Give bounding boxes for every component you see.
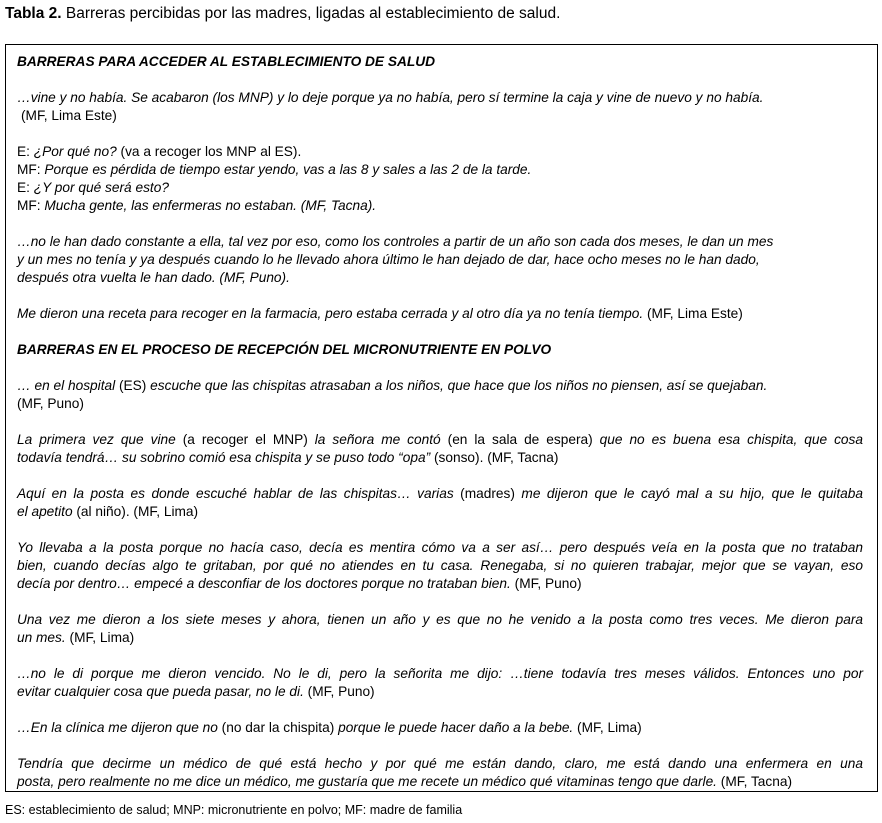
table-title: Barreras percibidas por las madres, ligadas al establecimiento de salud. [61,5,561,22]
table-footnote: ES: establecimiento de salud; MNP: micronutriente en polvo; MF: madre de familia [5,803,463,817]
speaker-label: MF: [17,162,45,177]
quote-11 [17,719,863,737]
quote-9 [17,611,863,647]
quote-text: La primera vez que vine [17,432,176,447]
quote-citation: (MF, Lima) [65,630,135,645]
quote-citation: (MF, Puno) [510,576,582,591]
quote-3 [17,233,863,287]
quote-text: me dijeron que le cayó mal a su hijo, que le quitaba [521,486,863,501]
quote-12 [17,755,863,791]
quote-citation: (MF, Puno) [303,684,375,699]
quote-text: escuche que las chispitas atrasaban a los niños, que hace que los niños no piensen, así se quejaban. [150,378,768,393]
quote-10 [17,665,863,701]
quote-text: el apetito [17,504,73,519]
quote-citation: (MF, Lima Este) [643,306,743,321]
quote-note: (a recoger el MNP) [175,432,315,447]
quote-text: …no le di porque me dieron vencido. No le di, pero la señorita me dijo: …tiene todavía tres meses válidos. Entonces uno por [17,666,863,681]
quote-text: Aquí en la posta es donde escuché hablar de las chispitas… varias [17,486,454,501]
quote-4 [17,305,863,323]
speaker-label: MF: [17,198,45,213]
section-heading-process: BARRERAS EN EL PROCESO DE RECEPCIÓN DEL MICRONUTRIENTE EN POLVO [17,342,552,357]
quote-text: Una vez me dieron a los siete meses y ahora, tienen un año y es que no he venido a la posta como tres veces. Me dieron para [17,612,863,627]
quote-text: ¿Por qué no? [33,144,117,159]
quote-text: evitar cualquier cosa que pueda pasar, no le di. [17,684,304,699]
quote-text: todavía tendrá… su sobrino comió esa chispita y se puso todo “opa” [17,450,431,465]
quote-text: Mucha gente, las enfermeras no estaban. (MF, Tacna). [44,198,377,213]
quote-text: posta, pero realmente no me dice un médico, me gustaría que me recete un médico qué vitaminas tengo que darle. [17,774,717,789]
quote-6 [17,431,863,467]
quote-text: Me dieron una receta para recoger en la farmacia, pero estaba cerrada y al otro día ya no tenía tiempo. [17,306,644,321]
quote-citation: (sonso). (MF, Tacna) [430,450,559,465]
quote-citation: (MF, Lima Este) [21,108,117,123]
quote-citation: (MF, Puno) [17,396,84,411]
quote-text: Yo llevaba a la posta porque no hacía caso, decía es mentira cómo va a ser así… pero después veía en la posta que no trataban [17,540,863,555]
quote-text: …no le han dado constante a ella, tal vez por eso, como los controles a partir de un año son cada dos meses, le dan un mes [17,234,774,249]
quote-text: ¿Y por qué será esto? [33,180,169,195]
quote-2 [17,143,863,215]
quote-text: …En la clínica me dijeron que no [17,720,218,735]
quote-text: después otra vuelta le han dado. (MF, Puno). [17,270,290,285]
quote-1 [17,89,863,125]
table-caption [5,5,560,23]
quote-text: decía por dentro… empecé a desconfiar de los doctores porque no trataban bien. [17,576,511,591]
quote-note: (no dar la chispita) [217,720,339,735]
quote-text: que no es buena esa chispita, que cosa [599,432,863,447]
quote-8 [17,539,863,593]
quote-text: y un mes no tenía y ya después cuando lo he llevado ahora último le han dejado de dar, hace ocho meses no le han dado, [17,252,760,267]
table-label: Tabla 2. [5,5,62,22]
quote-note: (ES) [115,378,151,393]
speaker-label: E: [17,180,34,195]
quote-note: (madres) [453,486,522,501]
quote-text: porque le puede hacer daño a la bebe. [338,720,574,735]
quote-note: (va a recoger los MNP al ES). [116,144,302,159]
quotes-table [5,44,878,792]
quote-7 [17,485,863,521]
quote-text: Tendría que decirme un médico de qué está hecho y por qué me están dando, claro, me está dando una enfermera en una [17,756,863,771]
speaker-label: E: [17,144,34,159]
quote-text: la señora me contó [314,432,441,447]
quote-text: Porque es pérdida de tiempo estar yendo, vas a las 8 y sales a las 2 de la tarde. [44,162,532,177]
quote-text: bien, cuando decías algo te gritaban, por qué no atiendes en tu casa. Renegaba, si no quieren trabajar, mejor que se vayan, eso [17,558,863,573]
quote-citation: (al niño). (MF, Lima) [72,504,199,519]
quote-text: … en el hospital [17,378,116,393]
quote-citation: (MF, Tacna) [717,774,793,789]
quote-5 [17,377,863,413]
section-heading-access: BARRERAS PARA ACCEDER AL ESTABLECIMIENTO DE SALUD [17,54,435,69]
quote-citation: (MF, Lima) [573,720,642,735]
quote-text: …vine y no había. Se acabaron (los MNP) y lo deje porque ya no había, pero sí termine la caja y vine de nuevo y no había. [17,90,764,105]
quote-note: (en la sala de espera) [440,432,600,447]
quote-text: un mes. [17,630,66,645]
